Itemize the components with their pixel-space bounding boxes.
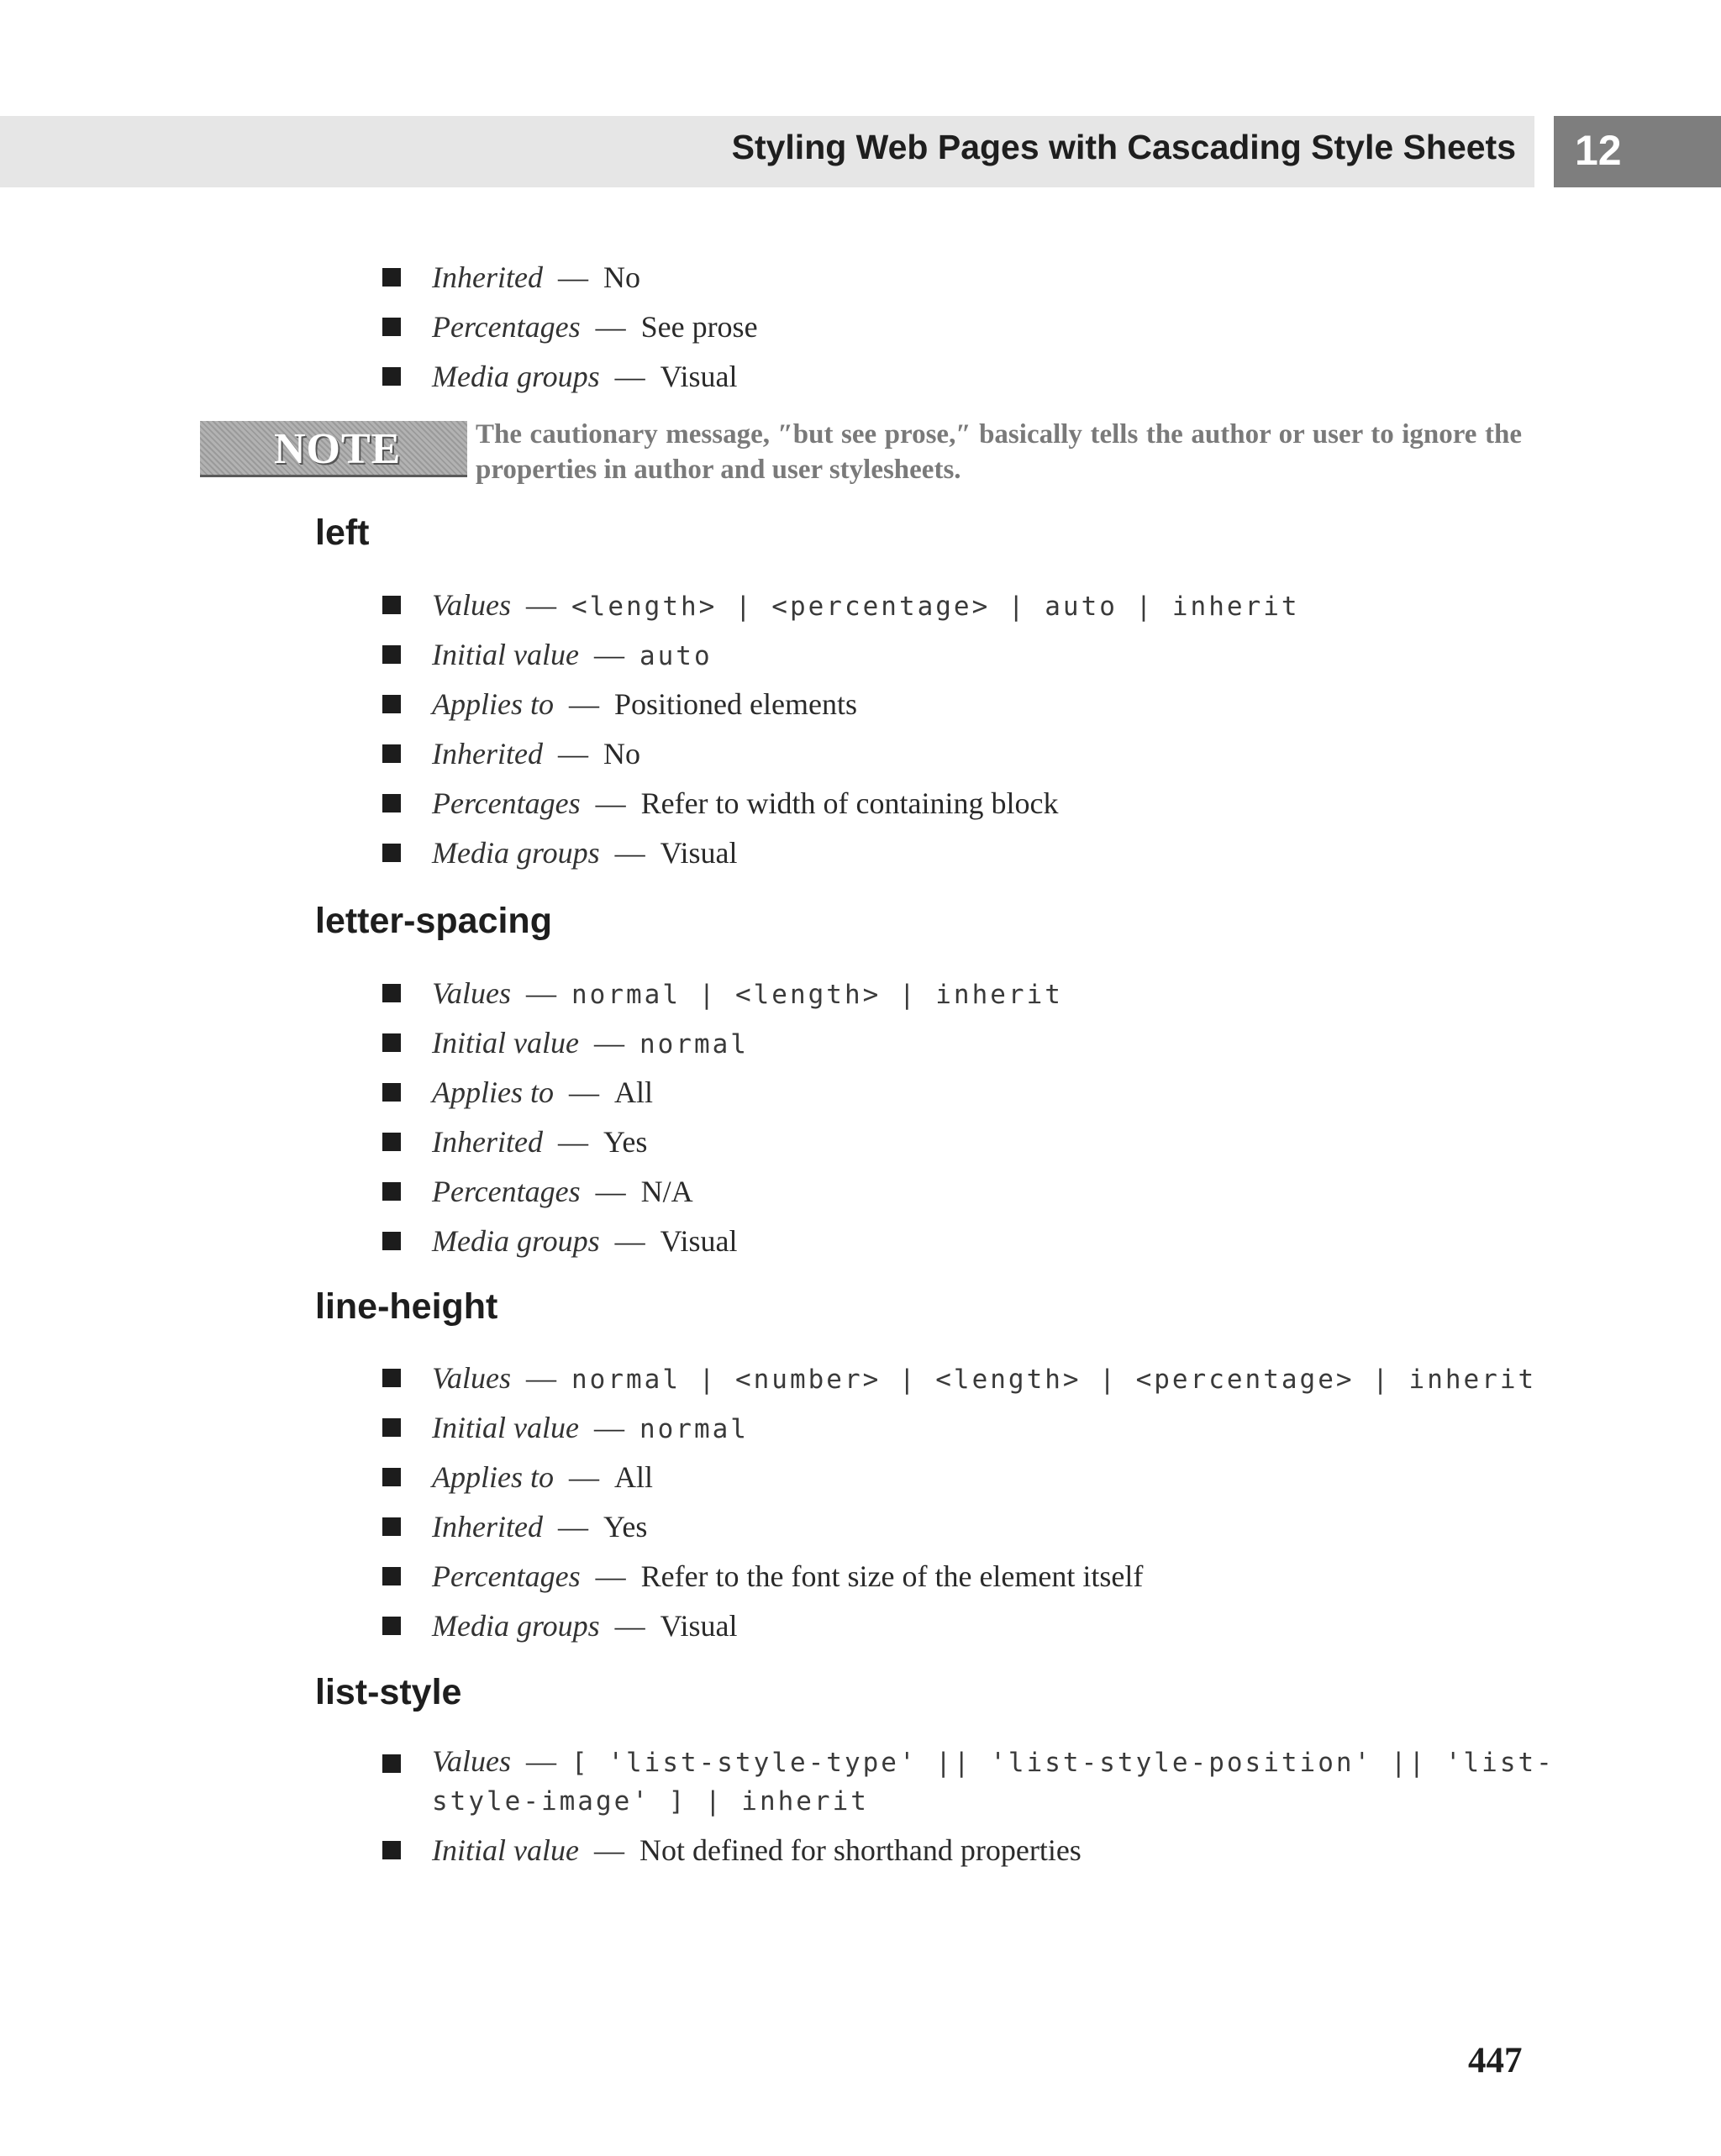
em-dash: — — [595, 310, 626, 344]
running-header-title: Styling Web Pages with Cascading Style Sheets — [731, 128, 1516, 166]
chapter-number: 12 — [1575, 127, 1622, 174]
property-value: [ 'list-style-type' || 'list-style-position' || 'list-style-image' ] | inherit — [432, 1748, 1555, 1817]
property-row-text — [432, 1220, 737, 1262]
em-dash: — — [568, 1460, 599, 1494]
property-value: auto — [639, 641, 713, 671]
property-row-text — [432, 782, 1058, 824]
property-value: normal — [639, 1029, 749, 1060]
property-value: Visual — [660, 836, 738, 870]
property-term: Applies to — [432, 1460, 554, 1494]
em-dash: — — [593, 1833, 624, 1867]
bullet-square-icon — [382, 1232, 401, 1250]
property-term: Initial value — [432, 1026, 579, 1060]
bullet-square-icon — [382, 844, 401, 862]
bullet-square-icon — [382, 645, 401, 664]
chapter-tab — [1554, 116, 1721, 187]
bullet-square-icon — [382, 367, 401, 386]
em-dash: — — [568, 1075, 599, 1109]
property-value: See prose — [640, 310, 758, 344]
property-value: Yes — [603, 1510, 648, 1543]
property-term: Values — [432, 1361, 511, 1395]
property-term: Initial value — [432, 638, 579, 671]
bullet-square-icon — [382, 1517, 401, 1536]
em-dash: — — [557, 1510, 588, 1543]
property-value: No — [603, 260, 640, 294]
property-term: Media groups — [432, 1224, 600, 1258]
bullet-square-icon — [382, 1841, 401, 1859]
em-dash: — — [595, 786, 626, 820]
property-row-text — [432, 1743, 1642, 1820]
property-value: All — [613, 1460, 653, 1494]
property-term: Media groups — [432, 360, 600, 393]
em-dash: — — [595, 1175, 626, 1208]
property-term: Inherited — [432, 737, 543, 770]
property-term: Initial value — [432, 1833, 579, 1867]
property-value: No — [603, 737, 640, 770]
property-value: Visual — [660, 1224, 738, 1258]
property-term: Media groups — [432, 1609, 600, 1643]
em-dash: — — [526, 588, 556, 622]
page-number: 447 — [1468, 2041, 1523, 2080]
property-value: Refer to the font size of the element itself — [640, 1559, 1144, 1593]
property-row-text — [432, 1357, 1536, 1401]
property-term: Applies to — [432, 687, 554, 721]
property-row-text — [432, 972, 1063, 1016]
property-value: normal — [639, 1414, 749, 1444]
property-row-text — [432, 256, 640, 298]
property-value: All — [613, 1075, 653, 1109]
property-term: Values — [432, 976, 511, 1010]
property-value: N/A — [640, 1175, 693, 1208]
property-row-text — [432, 306, 758, 348]
em-dash: — — [595, 1559, 626, 1593]
property-term: Percentages — [432, 310, 581, 344]
em-dash: — — [614, 1609, 645, 1643]
property-row-text — [432, 1506, 647, 1548]
property-row-text — [432, 733, 640, 775]
em-dash: — — [557, 260, 588, 294]
property-row-text — [432, 1121, 647, 1163]
em-dash: — — [593, 1026, 624, 1060]
property-row-text — [432, 1456, 653, 1498]
property-row-text — [432, 1022, 749, 1065]
em-dash: — — [568, 687, 599, 721]
property-row-text — [432, 584, 1300, 628]
property-row-text — [432, 1407, 749, 1450]
em-dash: — — [526, 1361, 556, 1395]
em-dash: — — [557, 1125, 588, 1159]
property-value: Not defined for shorthand properties — [639, 1833, 1082, 1867]
property-term: Inherited — [432, 1510, 543, 1543]
em-dash: — — [557, 737, 588, 770]
em-dash: — — [526, 976, 556, 1010]
section-heading-left: left — [315, 513, 370, 553]
property-value: Yes — [603, 1125, 648, 1159]
property-row-text — [432, 634, 713, 677]
bullet-square-icon — [382, 268, 401, 287]
em-dash: — — [614, 836, 645, 870]
bullet-square-icon — [382, 1083, 401, 1102]
property-row-text — [432, 683, 857, 725]
bullet-square-icon — [382, 695, 401, 713]
bullet-square-icon — [382, 1754, 401, 1773]
property-row-text — [432, 1170, 693, 1212]
em-dash: — — [614, 1224, 645, 1258]
em-dash: — — [593, 1411, 624, 1444]
property-row-text — [432, 1071, 653, 1113]
property-row-text — [432, 355, 737, 397]
property-term: Percentages — [432, 1559, 581, 1593]
property-row-text — [432, 1605, 737, 1647]
property-value: normal | <length> | inherit — [571, 980, 1063, 1010]
bullet-square-icon — [382, 794, 401, 812]
em-dash: — — [614, 360, 645, 393]
bullet-square-icon — [382, 1468, 401, 1486]
bullet-square-icon — [382, 1369, 401, 1387]
property-term: Initial value — [432, 1411, 579, 1444]
bullet-square-icon — [382, 1182, 401, 1201]
bullet-square-icon — [382, 1033, 401, 1052]
property-value: Visual — [660, 1609, 738, 1643]
bullet-square-icon — [382, 984, 401, 1002]
property-term: Percentages — [432, 786, 581, 820]
bullet-square-icon — [382, 596, 401, 614]
property-term: Values — [432, 588, 511, 622]
property-row-text — [432, 832, 737, 874]
property-value: Visual — [660, 360, 738, 393]
property-term: Applies to — [432, 1075, 554, 1109]
note-badge — [200, 421, 467, 477]
bullet-square-icon — [382, 744, 401, 763]
bullet-square-icon — [382, 1418, 401, 1437]
em-dash: — — [593, 638, 624, 671]
bullet-square-icon — [382, 1133, 401, 1151]
property-term: Values — [432, 1744, 511, 1778]
property-value: Positioned elements — [613, 687, 857, 721]
property-row-text — [432, 1829, 1082, 1871]
section-heading-line-height: line-height — [315, 1286, 498, 1327]
em-dash: — — [526, 1744, 556, 1778]
property-value: Refer to width of containing block — [640, 786, 1059, 820]
property-term: Media groups — [432, 836, 600, 870]
property-term: Percentages — [432, 1175, 581, 1208]
bullet-square-icon — [382, 318, 401, 336]
note-label: NOTE — [274, 425, 402, 473]
bullet-square-icon — [382, 1567, 401, 1585]
section-heading-letter-spacing: letter-spacing — [315, 901, 552, 941]
section-heading-list-style: list-style — [315, 1672, 462, 1712]
property-term: Inherited — [432, 1125, 543, 1159]
note-text: The cautionary message, ″but see prose,″ basically tells the author or user to ignore the properties in author and user stylesheets. — [476, 419, 1522, 485]
bullet-square-icon — [382, 1617, 401, 1635]
property-term: Inherited — [432, 260, 543, 294]
property-value: normal | <number> | <length> | <percentage> | inherit — [571, 1365, 1537, 1395]
property-value: <length> | <percentage> | auto | inherit — [571, 592, 1300, 622]
property-row-text — [432, 1555, 1143, 1597]
